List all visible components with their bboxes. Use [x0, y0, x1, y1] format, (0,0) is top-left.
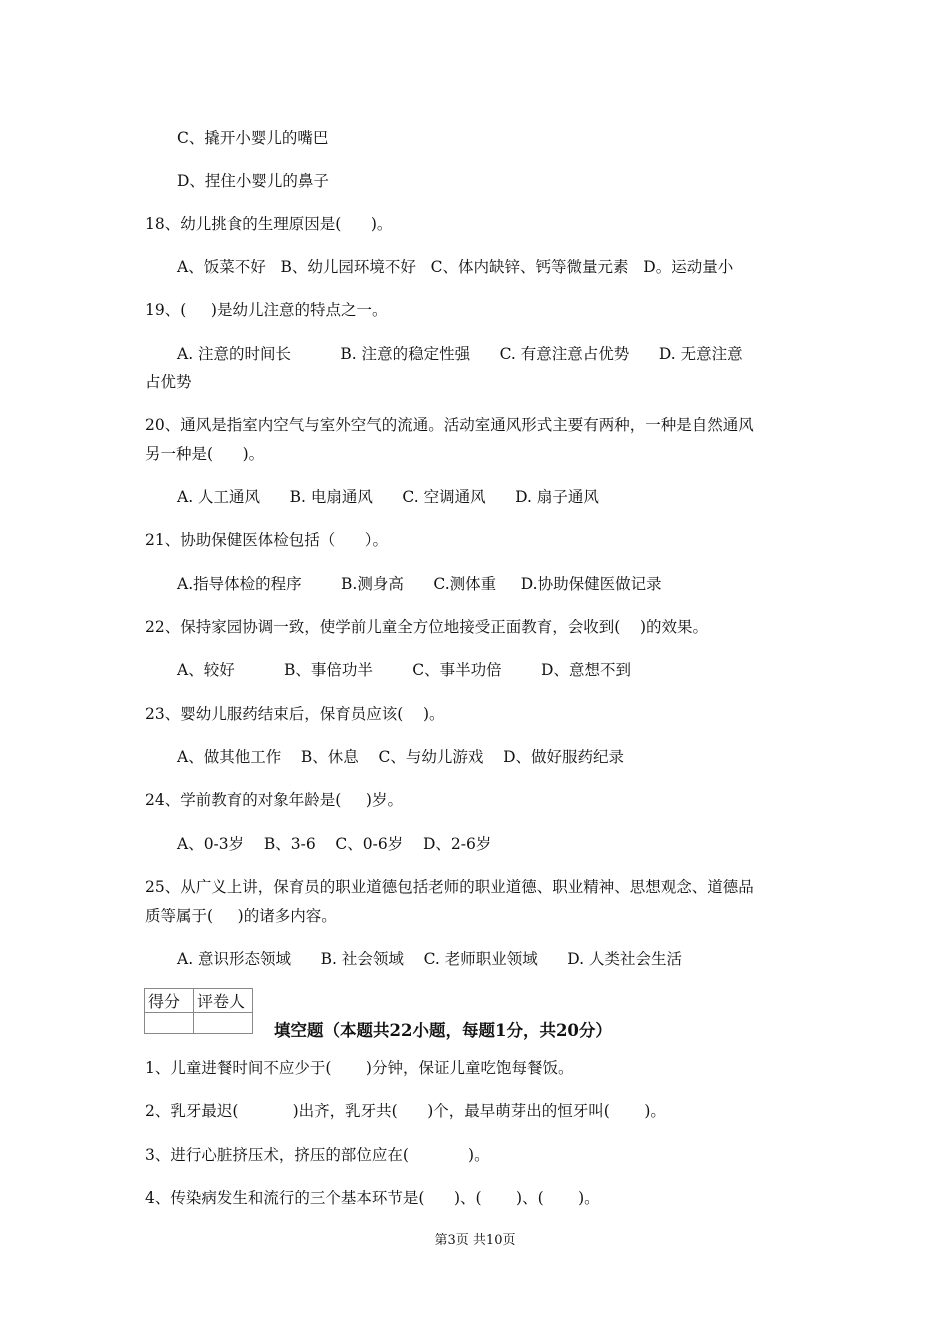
text-line: A. 注意的时间长 B. 注意的稳定性强 C. 有意注意占优势 D. 无意注意	[177, 345, 743, 363]
text-line: 21、协助保健医体检包括（ ）。	[145, 531, 389, 549]
score-table	[144, 988, 253, 1034]
text-line: A. 意识形态领域 B. 社会领域 C. 老师职业领域 D. 人类社会生活	[177, 950, 683, 968]
text-line: 2、乳牙最迟( )出齐，乳牙共( )个，最早萌芽出的恒牙叫( )。	[145, 1102, 666, 1120]
text-line: 23、婴幼儿服药结束后，保育员应该( )。	[145, 705, 445, 723]
text-line: A、较好 B、事倍功半 C、事半功倍 D、意想不到	[177, 661, 631, 679]
score-cell	[145, 1013, 194, 1034]
text-line: 24、学前教育的对象年龄是( )岁。	[145, 791, 403, 809]
text-line: 18、幼儿挑食的生理原因是( )。	[145, 215, 393, 233]
text-line: 质等属于( )的诸多内容。	[145, 907, 337, 925]
text-line: 20、通风是指室内空气与室外空气的流通。活动室通风形式主要有两种，一种是自然通风	[145, 416, 754, 434]
text-line: 25、从广义上讲，保育员的职业道德包括老师的职业道德、职业精神、思想观念、道德品	[145, 878, 754, 896]
score-header: 得分	[145, 989, 194, 1013]
text-line: A、饭菜不好 B、幼儿园环境不好 C、体内缺锌、钙等微量元素 D。运动量小	[177, 258, 734, 276]
grader-header: 评卷人	[194, 989, 253, 1013]
text-line: A、做其他工作 B、休息 C、与幼儿游戏 D、做好服药纪录	[177, 748, 624, 766]
text-line: 19、( )是幼儿注意的特点之一。	[145, 301, 388, 319]
text-line: A、0-3岁 B、3-6 C、0-6岁 D、2-6岁	[177, 835, 492, 853]
text-line: D、捏住小婴儿的鼻子	[177, 172, 329, 190]
text-line: A. 人工通风 B. 电扇通风 C. 空调通风 D. 扇子通风	[177, 488, 599, 506]
text-line: 占优势	[145, 373, 192, 391]
text-line: 另一种是( )。	[145, 445, 265, 463]
text-line: 4、传染病发生和流行的三个基本环节是( )、( )、( )。	[145, 1189, 600, 1207]
page-footer: 第3页 共10页	[434, 1233, 516, 1248]
text-line: A.指导体检的程序 B.测身高 C.测体重 D.协助保健医做记录	[177, 575, 662, 593]
grader-cell	[194, 1013, 253, 1034]
text-line: 3、进行心脏挤压术，挤压的部位应在( )。	[145, 1146, 490, 1164]
text-line: 1、儿童进餐时间不应少于( )分钟，保证儿童吃饱每餐饭。	[145, 1059, 574, 1077]
text-line: C、撬开小婴儿的嘴巴	[177, 129, 329, 147]
section-heading: 填空题（本题共22小题，每题1分，共20分）	[274, 1021, 612, 1040]
text-line: 22、保持家园协调一致，使学前儿童全方位地接受正面教育，会收到( )的效果。	[145, 618, 709, 636]
